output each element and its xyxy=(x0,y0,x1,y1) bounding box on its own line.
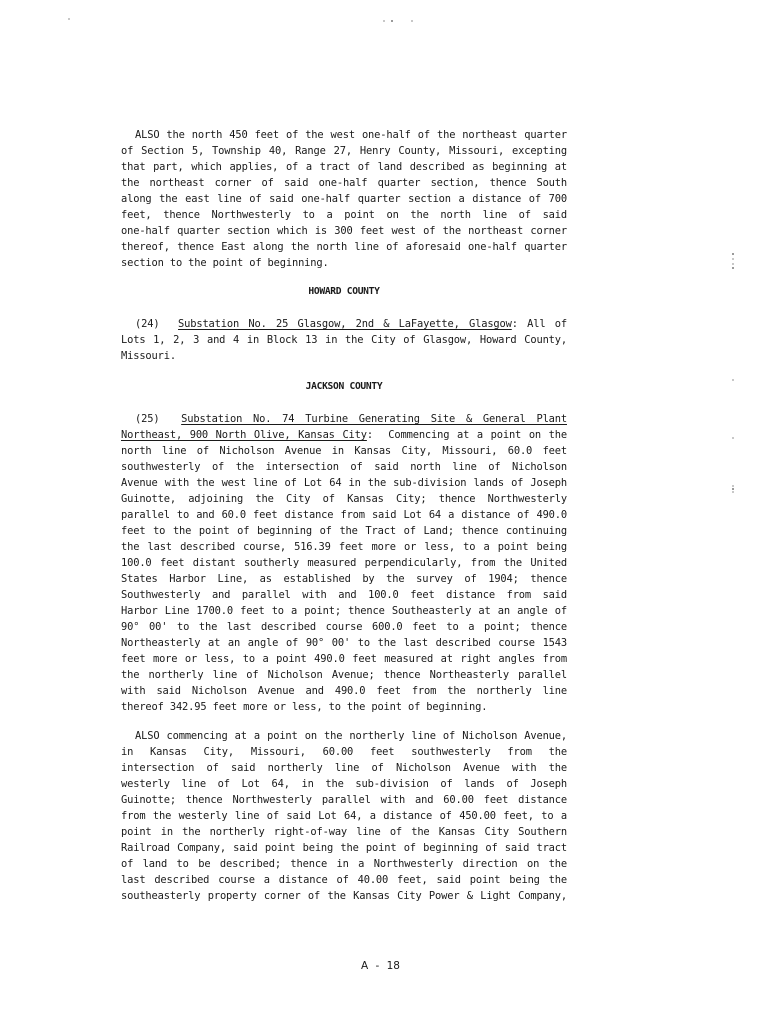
text-line: Avenue with the west line of Lot 64 in the sub-division lands of Joseph xyxy=(121,477,567,489)
scan-speck xyxy=(732,258,734,260)
scan-speck xyxy=(391,20,393,22)
text-line: Southwesterly and parallel with and 100.0 feet distance from said xyxy=(121,589,567,601)
text-line: 90° 00' to the last described course 600.0 feet to a point; thence xyxy=(121,621,567,633)
text-line: the last described course, 516.39 feet more or less, to a point being xyxy=(121,541,567,553)
scan-speck xyxy=(411,20,413,22)
scan-speck xyxy=(732,267,734,269)
scan-speck xyxy=(732,491,734,493)
text-line: in Kansas City, Missouri, 60.00 feet southwesterly from the xyxy=(121,746,567,758)
howard-county-item-24 xyxy=(121,316,567,364)
text-line: the northerly line of Nicholson Avenue; thence Northeasterly parallel xyxy=(121,669,567,681)
text-line: of land to be described; thence in a Northwesterly direction on the xyxy=(121,858,567,870)
text-line: section to the point of beginning. xyxy=(121,257,329,269)
text-line: last described course a distance of 40.00 feet, said point being the xyxy=(121,874,567,886)
scan-speck xyxy=(732,488,734,490)
scan-speck xyxy=(732,485,734,487)
text-line: feet to the point of beginning of the Tract of Land; thence continuing xyxy=(121,525,567,537)
section-heading-jackson-county: JACKSON COUNTY xyxy=(305,381,383,392)
text-line: ALSO the north 450 feet of the west one-half of the northeast quarter xyxy=(135,129,567,141)
text-line: north line of Nicholson Avenue in Kansas City, Missouri, 60.0 feet xyxy=(121,445,567,457)
section-heading-howard-county: HOWARD COUNTY xyxy=(308,286,380,297)
text-line: Northeasterly at an angle of 90° 00' to the last described course 1543 xyxy=(121,637,567,649)
text-line: with said Nicholson Avenue and 490.0 feet from the northerly line xyxy=(121,685,567,697)
jackson-county-item-25 xyxy=(121,411,567,715)
text-line: from the westerly line of said Lot 64, a distance of 450.00 feet, to a xyxy=(121,810,567,822)
text-line: southeasterly property corner of the Kansas City Power & Light Company, xyxy=(121,890,567,902)
text-line: point in the northerly right-of-way line of the Kansas City Southern xyxy=(121,826,567,838)
item-number: (25) xyxy=(135,413,160,425)
text-line: that part, which applies, of a tract of land described as beginning at xyxy=(121,161,567,173)
jackson-county-also-paragraph xyxy=(121,728,567,904)
text-line: the northeast corner of said one-half quarter section, thence South xyxy=(121,177,567,189)
scan-speck xyxy=(732,253,734,255)
text-line: feet more or less, to a point 490.0 feet measured at right angles from xyxy=(121,653,567,665)
item-title-line xyxy=(121,316,567,332)
scan-speck xyxy=(68,18,70,20)
page-number: A - 18 xyxy=(360,960,400,972)
henry-county-paragraph xyxy=(121,127,567,271)
text-line: Lots 1, 2, 3 and 4 in Block 13 in the City of Glasgow, Howard County, xyxy=(121,334,567,346)
text-line: westerly line of Lot 64, in the sub-division of lands of Joseph xyxy=(121,778,567,790)
text-line: one-half quarter section which is 300 feet west of the northeast corner xyxy=(121,225,567,237)
scan-speck xyxy=(383,20,385,22)
item-text: : Commencing at a point on the xyxy=(366,429,567,441)
text-line: parallel to and 60.0 feet distance from said Lot 64 a distance of 490.0 xyxy=(121,509,567,521)
item-title-line xyxy=(121,411,567,427)
text-line: Guinotte, adjoining the City of Kansas City; thence Northwesterly xyxy=(121,493,567,505)
item-number: (24) xyxy=(135,318,160,330)
text-line: along the east line of said one-half quarter section a distance of 700 xyxy=(121,193,567,205)
text-line: Missouri. xyxy=(121,350,176,362)
text-line: feet, thence Northwesterly to a point on the north line of said xyxy=(121,209,567,221)
item-title: Northeast, 900 North Olive, Kansas City xyxy=(121,429,367,441)
item-text: : All of xyxy=(511,318,567,330)
text-line: thereof, thence East along the north line of aforesaid one-half quarter xyxy=(121,241,567,253)
text-line: southwesterly of the intersection of said north line of Nicholson xyxy=(121,461,567,473)
item-title: Substation No. 74 Turbine Generating Site & General Plant xyxy=(181,413,567,425)
text-line: Railroad Company, said point being the point of beginning of said tract xyxy=(121,842,567,854)
text-line: 100.0 feet distant southerly measured perpendicularly, from the United xyxy=(121,557,567,569)
text-line: Harbor Line 1700.0 feet to a point; thence Southeasterly at an angle of xyxy=(121,605,567,617)
text-line: intersection of said northerly line of Nicholson Avenue with the xyxy=(121,762,567,774)
text-line: thereof 342.95 feet more or less, to the point of beginning. xyxy=(121,701,488,713)
scan-speck xyxy=(732,379,734,381)
item-title: Substation No. 25 Glasgow, 2nd & LaFayette, Glasgow xyxy=(178,318,512,330)
scan-speck xyxy=(732,263,734,265)
item-title-line xyxy=(121,427,567,443)
scan-speck xyxy=(732,437,734,439)
text-line: of Section 5, Township 40, Range 27, Henry County, Missouri, excepting xyxy=(121,145,567,157)
text-line: ALSO commencing at a point on the northerly line of Nicholson Avenue, xyxy=(135,730,567,742)
text-line: Guinotte; thence Northwesterly parallel with and 60.00 feet distance xyxy=(121,794,567,806)
text-line: States Harbor Line, as established by the survey of 1904; thence xyxy=(121,573,567,585)
